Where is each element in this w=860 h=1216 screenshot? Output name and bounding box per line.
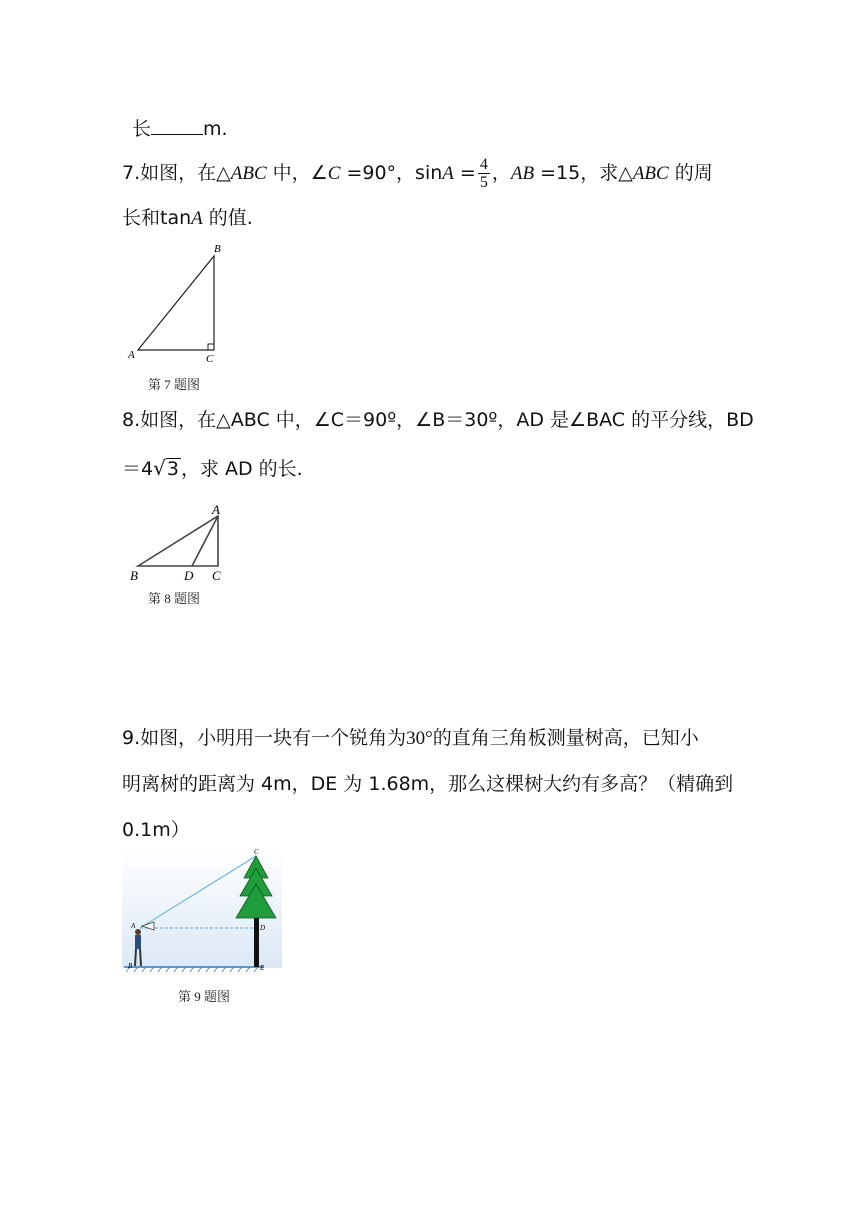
figure-9-tree-measurement bbox=[122, 848, 282, 974]
p6-pre: 长 bbox=[132, 118, 152, 140]
p7-text: ， bbox=[491, 162, 511, 184]
p7-text: 的周 bbox=[668, 162, 713, 184]
person-head bbox=[135, 929, 141, 935]
p9-text: 的直角三角板测量树高，已知小 bbox=[432, 727, 699, 749]
p9-angle: 30° bbox=[406, 728, 433, 749]
fig9-label-c: C bbox=[254, 848, 259, 856]
sqrt-symbol: √ bbox=[153, 456, 166, 480]
fig7-label-c: C bbox=[206, 353, 214, 365]
p7-var: AB bbox=[510, 163, 535, 184]
p7-text: 7.如图，在△ bbox=[122, 162, 231, 184]
problem-9-line-1 bbox=[122, 726, 699, 751]
person-body bbox=[135, 935, 141, 949]
fraction-numerator: 4 bbox=[479, 156, 488, 173]
problem-9-line-3: 0.1m） bbox=[122, 819, 190, 841]
fig9-label-a: A bbox=[131, 922, 136, 930]
p7-var: A bbox=[191, 208, 203, 229]
figure-8-triangle bbox=[126, 502, 236, 584]
fig8-label-d: D bbox=[184, 568, 194, 583]
figure-8-caption: 第 8 题图 bbox=[148, 591, 201, 606]
p7-text: 长和tan bbox=[122, 207, 192, 229]
p7-text: = bbox=[453, 162, 476, 184]
problem-7-line-2 bbox=[122, 206, 253, 231]
p6-post: m. bbox=[203, 118, 228, 140]
p7-var: ABC bbox=[632, 163, 669, 184]
figure-9-caption: 第 9 题图 bbox=[178, 989, 231, 1004]
answer-blank bbox=[151, 116, 203, 135]
fig8-label-b: B bbox=[130, 568, 138, 583]
p7-var: C bbox=[327, 163, 341, 184]
fig9-label-b: B bbox=[128, 962, 133, 970]
p9-text: 9.如图，小明用一块有一个锐角为 bbox=[122, 727, 407, 749]
problem-9-line-2: 明离树的距离为 4m，DE 为 1.68m，那么这棵树大约有多高？（精确到 bbox=[122, 773, 734, 795]
p7-text: =90°，sin bbox=[340, 162, 443, 184]
p7-text: 中，∠ bbox=[266, 162, 328, 184]
fraction-denominator: 5 bbox=[479, 174, 488, 191]
fraction bbox=[478, 156, 490, 191]
sqrt-radicand: 3 bbox=[166, 458, 179, 480]
problem-6-end bbox=[132, 116, 228, 141]
figure-7-caption: 第 7 题图 bbox=[148, 377, 201, 392]
fig9-label-d: D bbox=[260, 924, 266, 932]
p7-var: A bbox=[442, 163, 454, 184]
figure-7-triangle bbox=[122, 240, 232, 366]
problem-7-line-1 bbox=[122, 156, 713, 191]
fig9-label-e: E bbox=[260, 964, 265, 972]
p7-text: =15，求△ bbox=[534, 162, 633, 184]
fig7-label-b: B bbox=[214, 243, 221, 255]
problem-8-line-2 bbox=[122, 456, 303, 481]
problem-8-line-1: 8.如图，在△ABC 中，∠C＝90º，∠B＝30º，AD 是∠BAC 的平分线，BD bbox=[122, 409, 754, 431]
fig8-label-a: A bbox=[212, 502, 220, 517]
p8-text: ，求 AD 的长. bbox=[180, 458, 303, 480]
fig8-label-c: C bbox=[212, 568, 221, 583]
p8-text: ＝4 bbox=[122, 458, 154, 480]
p7-var: ABC bbox=[230, 163, 267, 184]
fig7-label-a: A bbox=[128, 349, 135, 361]
p7-text: 的值. bbox=[202, 207, 253, 229]
